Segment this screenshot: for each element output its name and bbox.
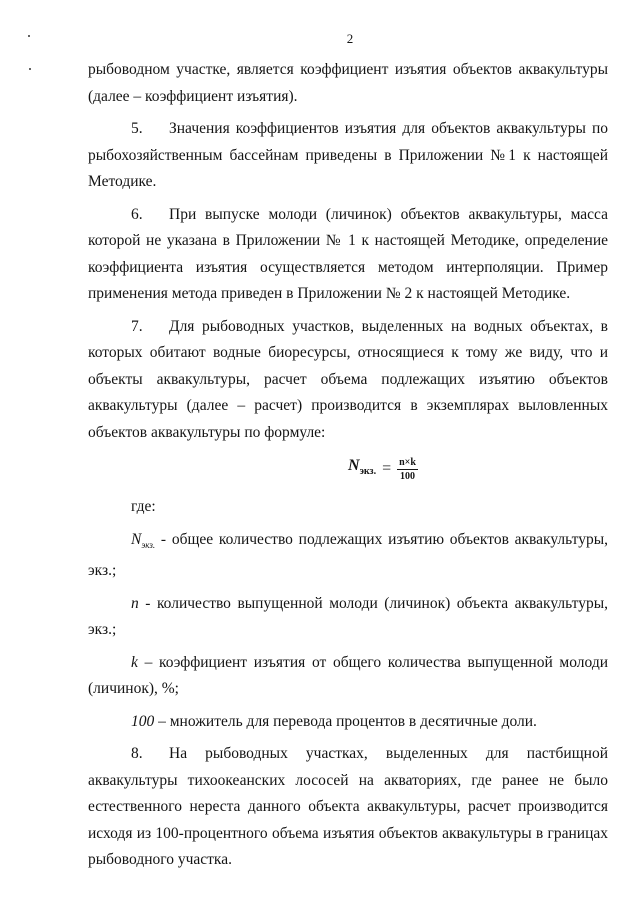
paragraph-number: 7.: [131, 317, 143, 335]
definition-text: – коэффициент изъятия от общего количества выпущенной молоди (личинок), %;: [88, 653, 608, 698]
definition-symbol: 100: [131, 712, 155, 730]
scan-speck: [29, 68, 31, 70]
paragraph-7: [88, 314, 608, 447]
definition-text: - общее количество подлежащих изъятию объектов аквакультуры, экз.;: [88, 530, 608, 580]
paragraph-8: [88, 741, 608, 874]
formula-subscript: экз.: [359, 465, 377, 477]
definition-text: - количество выпущенной молоди (личинок) объекта аквакультуры, экз.;: [88, 594, 608, 639]
definition-symbol: [131, 531, 155, 548]
paragraph-5: [88, 116, 608, 196]
document-body: [88, 57, 608, 874]
definition-k: [88, 650, 608, 703]
formula-lhs: [348, 453, 376, 486]
paragraph-number: 6.: [131, 205, 143, 223]
formula-fraction: [397, 456, 418, 483]
scan-speck: [28, 35, 30, 37]
paragraph-number: 8.: [131, 745, 143, 763]
definition-n: [88, 591, 608, 644]
paragraph-text: При выпуске молоди (личинок) объектов аквакультуры, масса которой не указана в Приложении № 1 к настоящей Методике, определение коэффициента изъятия осуществляется методом интерполяции. Пример применения метода приведен в Приложении № 2 к настоящей Методике.: [88, 205, 608, 302]
formula-symbol: N: [348, 456, 360, 474]
formula-equals: =: [382, 459, 392, 477]
symbol-letter: N: [131, 530, 142, 548]
definition-n-ekz: [88, 527, 608, 585]
paragraph-6: [88, 202, 608, 308]
page-number: 2: [346, 31, 354, 46]
formula: [158, 452, 608, 486]
paragraph-text: На рыбоводных участках, выделенных для пастбищной аквакультуры тихоокеанских лососей на акваториях, где ранее не было естественного нереста данного объекта аквакультуры, расчет производится исходя из 100-процентного объема изъятия объектов аквакультуры в границах рыбоводного участка.: [88, 745, 608, 869]
definition-symbol: n: [131, 594, 139, 612]
definition-text: – множитель для перевода процентов в десятичные доли.: [154, 712, 537, 730]
symbol-subscript: экз.: [141, 539, 156, 550]
paragraph-continuation: рыбоводном участке, является коэффициент изъятия объектов аквакультуры (далее – коэффициент изъятия).: [88, 61, 608, 105]
definition-100: [88, 709, 608, 736]
paragraph-text: Значения коэффициентов изъятия для объектов аквакультуры по рыбохозяйственным бассейнам приведены в Приложении №1 к настоящей Методике.: [88, 120, 608, 190]
paragraph-number: 5.: [131, 120, 143, 137]
definition-symbol: k: [131, 653, 138, 671]
where-label: где:: [131, 498, 156, 515]
formula-denominator: 100: [400, 470, 416, 482]
formula-numerator: n×k: [399, 456, 416, 468]
paragraph-text: Для рыбоводных участков, выделенных на водных объектах, в которых обитают водные биоресурсы, относящиеся к тому же виду, что и объекты аквакультуры, расчет объема подлежащих изъятию объектов аквакультуры (далее – расчет) производится в экземплярах выловленных объектов аквакультуры по формуле:: [88, 317, 608, 441]
